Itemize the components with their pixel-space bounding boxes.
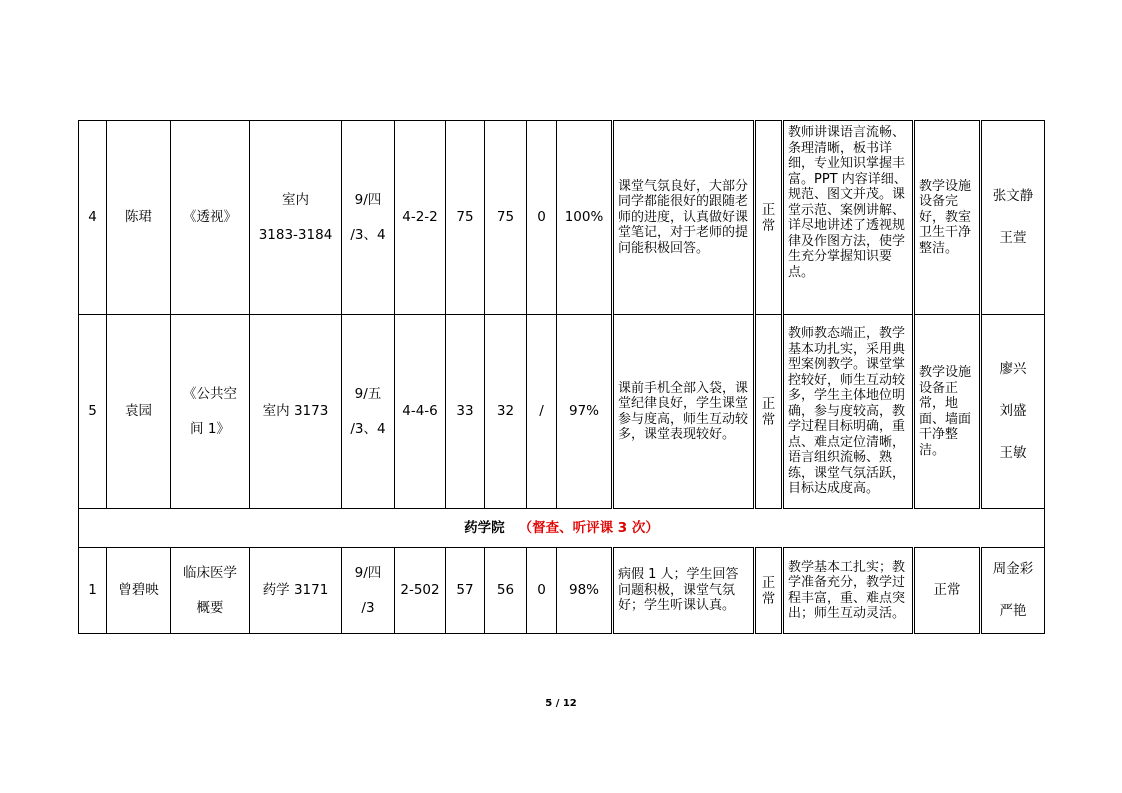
course-name	[171, 315, 250, 509]
absent-count: 0	[527, 121, 557, 315]
course-line: 临床医学	[183, 564, 237, 581]
facility-status: 教学设施设备正常，地面、墙面干净整洁。	[914, 315, 981, 509]
time-line: /3、4	[350, 226, 386, 243]
classroom-line: 室内	[282, 191, 309, 208]
time-line: /3	[361, 599, 375, 616]
time-line: 9/四	[354, 191, 382, 208]
teaching-evaluation: 教学基本工扎实；教学准备充分，教学过程丰富，重、难点突出；师生互动灵活。	[783, 548, 914, 634]
inspector-name: 严艳	[999, 603, 1027, 619]
class-atmosphere: 课前手机全部入袋，课堂纪律良好，学生课堂参与度高，师生互动较多，课堂表现较好。	[613, 315, 755, 509]
table-row	[79, 121, 1045, 315]
table-row	[79, 548, 1045, 634]
attendance-rate: 100%	[557, 121, 613, 315]
enrolled-count: 75	[446, 121, 485, 315]
course-line: 《公共空	[183, 385, 237, 402]
classroom-line: 3183-3184	[258, 226, 333, 243]
inspection-table	[78, 120, 1045, 634]
inspector-name: 刘盛	[999, 403, 1027, 419]
row-number: 5	[79, 315, 107, 509]
class-atmosphere: 病假 1 人；学生回答问题积极，课堂气氛好；学生听课认真。	[613, 548, 755, 634]
class-atmosphere: 课堂气氛良好，大部分同学都能很好的跟随老师的进度，认真做好课堂笔记，对于老师的提问能积极回答。	[613, 121, 755, 315]
enrolled-count: 33	[446, 315, 485, 509]
table-row	[79, 315, 1045, 509]
inspector-name: 王萱	[999, 230, 1027, 246]
inspector-name: 周金彩	[992, 561, 1034, 577]
class-code: 4-4-6	[395, 315, 446, 509]
present-count: 32	[485, 315, 527, 509]
attendance-rate: 97%	[557, 315, 613, 509]
inspectors	[981, 315, 1045, 509]
teaching-evaluation: 教师讲课语言流畅、条理清晰，板书详细，专业知识掌握丰富。PPT 内容详细、规范、图文并茂。课堂示范、案例讲解、详尽地讲述了透视规律及作图方法，使学生充分掌握知识要点。	[783, 121, 914, 315]
order-status	[755, 121, 783, 315]
facility-status: 正常	[914, 548, 981, 634]
section-title: 药学院	[464, 519, 505, 536]
inspectors	[981, 121, 1045, 315]
absent-count: 0	[527, 548, 557, 634]
classroom: 室内 3173	[250, 315, 342, 509]
attendance-rate: 98%	[557, 548, 613, 634]
class-code: 2-502	[395, 548, 446, 634]
teacher-name: 袁园	[107, 315, 171, 509]
section-note: （督查、听评课 3 次）	[518, 519, 659, 536]
classroom: 药学 3171	[250, 548, 342, 634]
status-text: 正常	[761, 574, 776, 607]
order-status	[755, 548, 783, 634]
present-count: 75	[485, 121, 527, 315]
course-name	[171, 548, 250, 634]
teaching-evaluation: 教师教态端正，教学基本功扎实，采用典型案例教学。课堂掌控较好，师生互动较多，学生主体地位明确，参与度较高，教学过程目标明确，重点、难点定位清晰，语言组织流畅、熟练，课堂气氛活跃，目标达成度高。	[783, 315, 914, 509]
time-line: 9/四	[354, 564, 382, 581]
row-number: 4	[79, 121, 107, 315]
time-line: 9/五	[354, 385, 382, 402]
status-text: 正常	[761, 201, 776, 234]
course-name: 《透视》	[171, 121, 250, 315]
enrolled-count: 57	[446, 548, 485, 634]
order-status	[755, 315, 783, 509]
teacher-name: 曾碧映	[107, 548, 171, 634]
teacher-name: 陈珺	[107, 121, 171, 315]
inspector-name: 张文静	[992, 188, 1034, 204]
course-line: 间 1》	[190, 420, 230, 437]
time-line: /3、4	[350, 420, 386, 437]
classroom	[250, 121, 342, 315]
facility-status: 教学设施设备完好，教室卫生干净整洁。	[914, 121, 981, 315]
inspectors	[981, 548, 1045, 634]
class-code: 4-2-2	[395, 121, 446, 315]
present-count: 56	[485, 548, 527, 634]
section-header-row	[79, 509, 1045, 548]
inspector-name: 王敏	[999, 445, 1027, 461]
absent-count: /	[527, 315, 557, 509]
page-number: 5 / 12	[545, 698, 577, 709]
lesson-time	[342, 121, 395, 315]
status-text: 正常	[761, 395, 776, 428]
lesson-time	[342, 315, 395, 509]
lesson-time	[342, 548, 395, 634]
row-number: 1	[79, 548, 107, 634]
section-header	[79, 509, 1045, 548]
inspector-name: 廖兴	[999, 361, 1027, 377]
course-line: 概要	[196, 599, 224, 616]
